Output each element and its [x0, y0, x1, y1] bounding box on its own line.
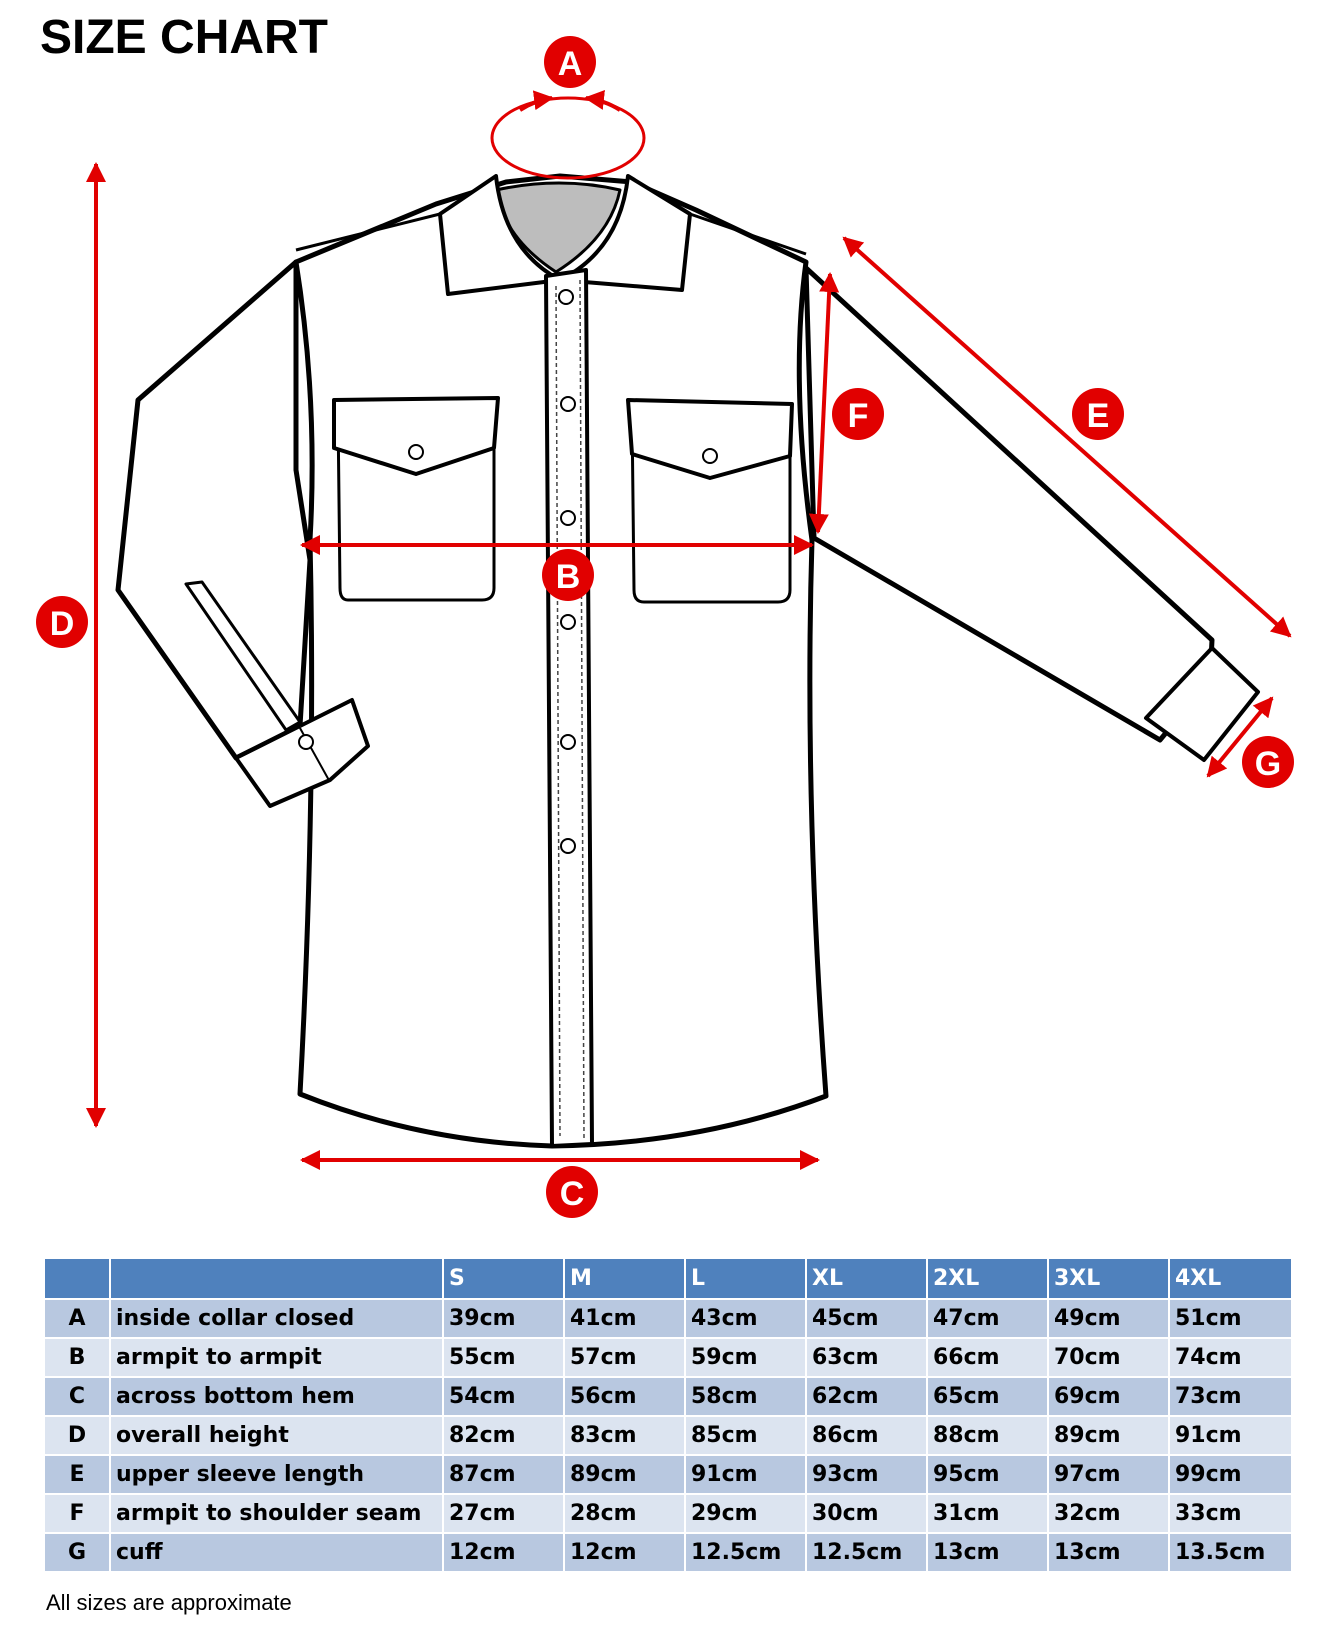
label-e: E: [1086, 397, 1110, 435]
table-cell: 47cm: [927, 1299, 1048, 1338]
table-cell: 55cm: [443, 1338, 564, 1377]
table-row: [45, 1377, 1292, 1416]
table-cell: 83cm: [564, 1416, 685, 1455]
table-cell: 70cm: [1048, 1338, 1169, 1377]
table-cell: 59cm: [685, 1338, 806, 1377]
table-cell: 29cm: [685, 1494, 806, 1533]
table-cell: 87cm: [443, 1455, 564, 1494]
table-cell: 91cm: [1169, 1416, 1292, 1455]
table-cell: 31cm: [927, 1494, 1048, 1533]
row-code: D: [45, 1416, 110, 1455]
button: [703, 449, 717, 463]
label-b: B: [555, 558, 581, 596]
right-sleeve: [806, 268, 1212, 740]
header-size: M: [564, 1259, 685, 1299]
table-cell: 88cm: [927, 1416, 1048, 1455]
table-cell: 13.5cm: [1169, 1533, 1292, 1572]
table-cell: 97cm: [1048, 1455, 1169, 1494]
table-cell: 93cm: [806, 1455, 927, 1494]
row-label: across bottom hem: [110, 1377, 443, 1416]
table-cell: 49cm: [1048, 1299, 1169, 1338]
table-cell: 32cm: [1048, 1494, 1169, 1533]
row-code: C: [45, 1377, 110, 1416]
table-cell: 12cm: [443, 1533, 564, 1572]
header-size: 2XL: [927, 1259, 1048, 1299]
table-row: [45, 1338, 1292, 1377]
button: [561, 735, 575, 749]
button: [561, 397, 575, 411]
button: [299, 735, 313, 749]
table-cell: 57cm: [564, 1338, 685, 1377]
label-f: F: [847, 397, 869, 435]
table-header-row: [45, 1259, 1292, 1299]
table-cell: 12.5cm: [806, 1533, 927, 1572]
row-code: B: [45, 1338, 110, 1377]
button: [559, 290, 573, 304]
table-cell: 12cm: [564, 1533, 685, 1572]
footnote: All sizes are approximate: [46, 1590, 292, 1615]
row-label: cuff: [110, 1533, 443, 1572]
table-cell: 91cm: [685, 1455, 806, 1494]
table-cell: 73cm: [1169, 1377, 1292, 1416]
header-code: [45, 1259, 110, 1299]
table-row: [45, 1416, 1292, 1455]
table-cell: 41cm: [564, 1299, 685, 1338]
header-label: [110, 1259, 443, 1299]
arrow-a-right: [586, 98, 620, 110]
table-cell: 63cm: [806, 1338, 927, 1377]
table-cell: 74cm: [1169, 1338, 1292, 1377]
header-size: L: [685, 1259, 806, 1299]
table-cell: 54cm: [443, 1377, 564, 1416]
row-label: armpit to shoulder seam: [110, 1494, 443, 1533]
table-cell: 33cm: [1169, 1494, 1292, 1533]
table-cell: 82cm: [443, 1416, 564, 1455]
row-label: upper sleeve length: [110, 1455, 443, 1494]
row-code: G: [45, 1533, 110, 1572]
shirt-outline: [118, 176, 1258, 1146]
table-cell: 45cm: [806, 1299, 927, 1338]
table-cell: 51cm: [1169, 1299, 1292, 1338]
header-size: XL: [806, 1259, 927, 1299]
table-cell: 86cm: [806, 1416, 927, 1455]
left-sleeve: [118, 262, 310, 758]
label-c: C: [559, 1175, 585, 1213]
row-label: overall height: [110, 1416, 443, 1455]
table-row: [45, 1299, 1292, 1338]
table-row: [45, 1455, 1292, 1494]
row-code: E: [45, 1455, 110, 1494]
row-label: inside collar closed: [110, 1299, 443, 1338]
label-d: D: [49, 605, 75, 643]
table-cell: 89cm: [564, 1455, 685, 1494]
button: [409, 445, 423, 459]
header-size: 4XL: [1169, 1259, 1292, 1299]
table-cell: 13cm: [1048, 1533, 1169, 1572]
table-cell: 30cm: [806, 1494, 927, 1533]
table-cell: 27cm: [443, 1494, 564, 1533]
header-size: S: [443, 1259, 564, 1299]
page-title: SIZE CHART: [40, 11, 328, 64]
table-cell: 58cm: [685, 1377, 806, 1416]
table-cell: 43cm: [685, 1299, 806, 1338]
header-size: 3XL: [1048, 1259, 1169, 1299]
row-label: armpit to armpit: [110, 1338, 443, 1377]
table-cell: 56cm: [564, 1377, 685, 1416]
label-g: G: [1254, 745, 1282, 783]
table-cell: 65cm: [927, 1377, 1048, 1416]
table-cell: 28cm: [564, 1494, 685, 1533]
size-table: [45, 1259, 1293, 1573]
table-cell: 13cm: [927, 1533, 1048, 1572]
table-cell: 85cm: [685, 1416, 806, 1455]
button: [561, 511, 575, 525]
row-code: F: [45, 1494, 110, 1533]
table-cell: 95cm: [927, 1455, 1048, 1494]
table-cell: 39cm: [443, 1299, 564, 1338]
collar-measure-ellipse: [492, 98, 644, 178]
label-a: A: [557, 45, 583, 83]
table-cell: 66cm: [927, 1338, 1048, 1377]
table-cell: 69cm: [1048, 1377, 1169, 1416]
row-code: A: [45, 1299, 110, 1338]
table-cell: 62cm: [806, 1377, 927, 1416]
table-cell: 89cm: [1048, 1416, 1169, 1455]
button: [561, 615, 575, 629]
table-row: [45, 1494, 1292, 1533]
button: [561, 839, 575, 853]
table-cell: 99cm: [1169, 1455, 1292, 1494]
table-cell: 12.5cm: [685, 1533, 806, 1572]
table-row: [45, 1533, 1292, 1572]
